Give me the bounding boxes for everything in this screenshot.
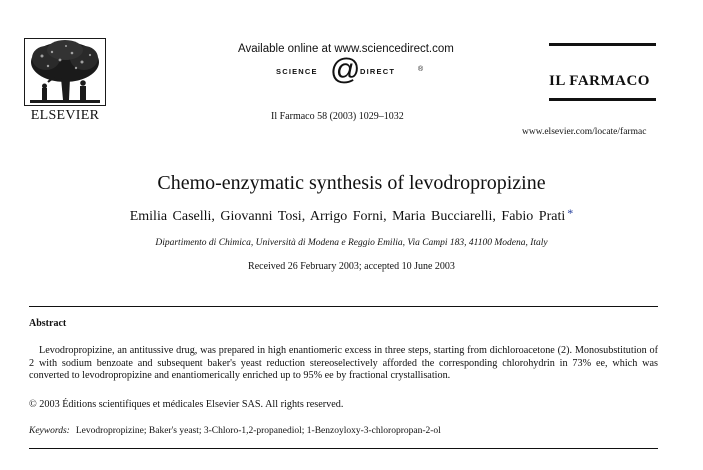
available-online-text[interactable]: Available online at www.sciencedirect.com (238, 43, 454, 55)
publisher-name: ELSEVIER (30, 108, 100, 123)
journal-rule-bottom (549, 98, 656, 101)
abstract-rule-top (29, 306, 658, 307)
sciencedirect-left-word: SCIENCE (276, 67, 318, 76)
authors-text: Emilia Caselli, Giovanni Tosi, Arrigo Forni, Maria Bucciarelli, Fabio Prati (129, 209, 566, 224)
received-dates: Received 26 February 2003; accepted 10 June 2003 (248, 261, 455, 272)
journal-citation: Il Farmaco 58 (2003) 1029–1032 (271, 111, 404, 122)
elsevier-logo (24, 38, 106, 122)
abstract-heading: Abstract (29, 318, 67, 329)
abstract-body (29, 345, 658, 383)
author-list (0, 206, 703, 225)
journal-rule-top (549, 43, 656, 46)
sciencedirect-at-icon: @ (330, 53, 361, 86)
sciencedirect-registered-mark: ® (418, 66, 424, 73)
article-title: Chemo-enzymatic synthesis of levodropropizine (157, 172, 546, 194)
abstract-rule-bottom (29, 448, 658, 449)
journal-name: IL FARMACO (549, 73, 650, 89)
keywords-label: Keywords: (29, 426, 70, 436)
abstract-paragraph: Levodropropizine, an antitussive drug, was prepared in high enantiomeric excess in three steps, starting from dichloroacetone (2). Monosubstitution of 2 with sodium benzoate and subsequent baker's yeast reduction stereoselectively afforded the corresponding chlorohydrin in 73% ee, which was converted to levodropropizine and enantiomerically enriched up to 95% ee by fractional crystallisation. (29, 345, 658, 382)
elsevier-tree-icon (24, 38, 106, 106)
keywords-line (29, 426, 441, 436)
sciencedirect-logo (276, 53, 426, 86)
journal-url-link[interactable]: www.elsevier.com/locate/farmac (522, 127, 647, 137)
author-affiliation: Dipartimento di Chimica, Università di Modena e Reggio Emilia, Via Campi 183, 41100 Modena, Italy (155, 238, 548, 248)
copyright-notice: © 2003 Éditions scientifiques et médicales Elsevier SAS. All rights reserved. (29, 399, 344, 410)
sciencedirect-right-word: DIRECT (360, 67, 396, 76)
corresponding-author-link[interactable]: * (567, 206, 574, 220)
keywords-list: Levodropropizine; Baker's yeast; 3-Chloro-1,2-propanediol; 1-Benzoyloxy-3-chloropropan-2-ol (75, 426, 441, 436)
